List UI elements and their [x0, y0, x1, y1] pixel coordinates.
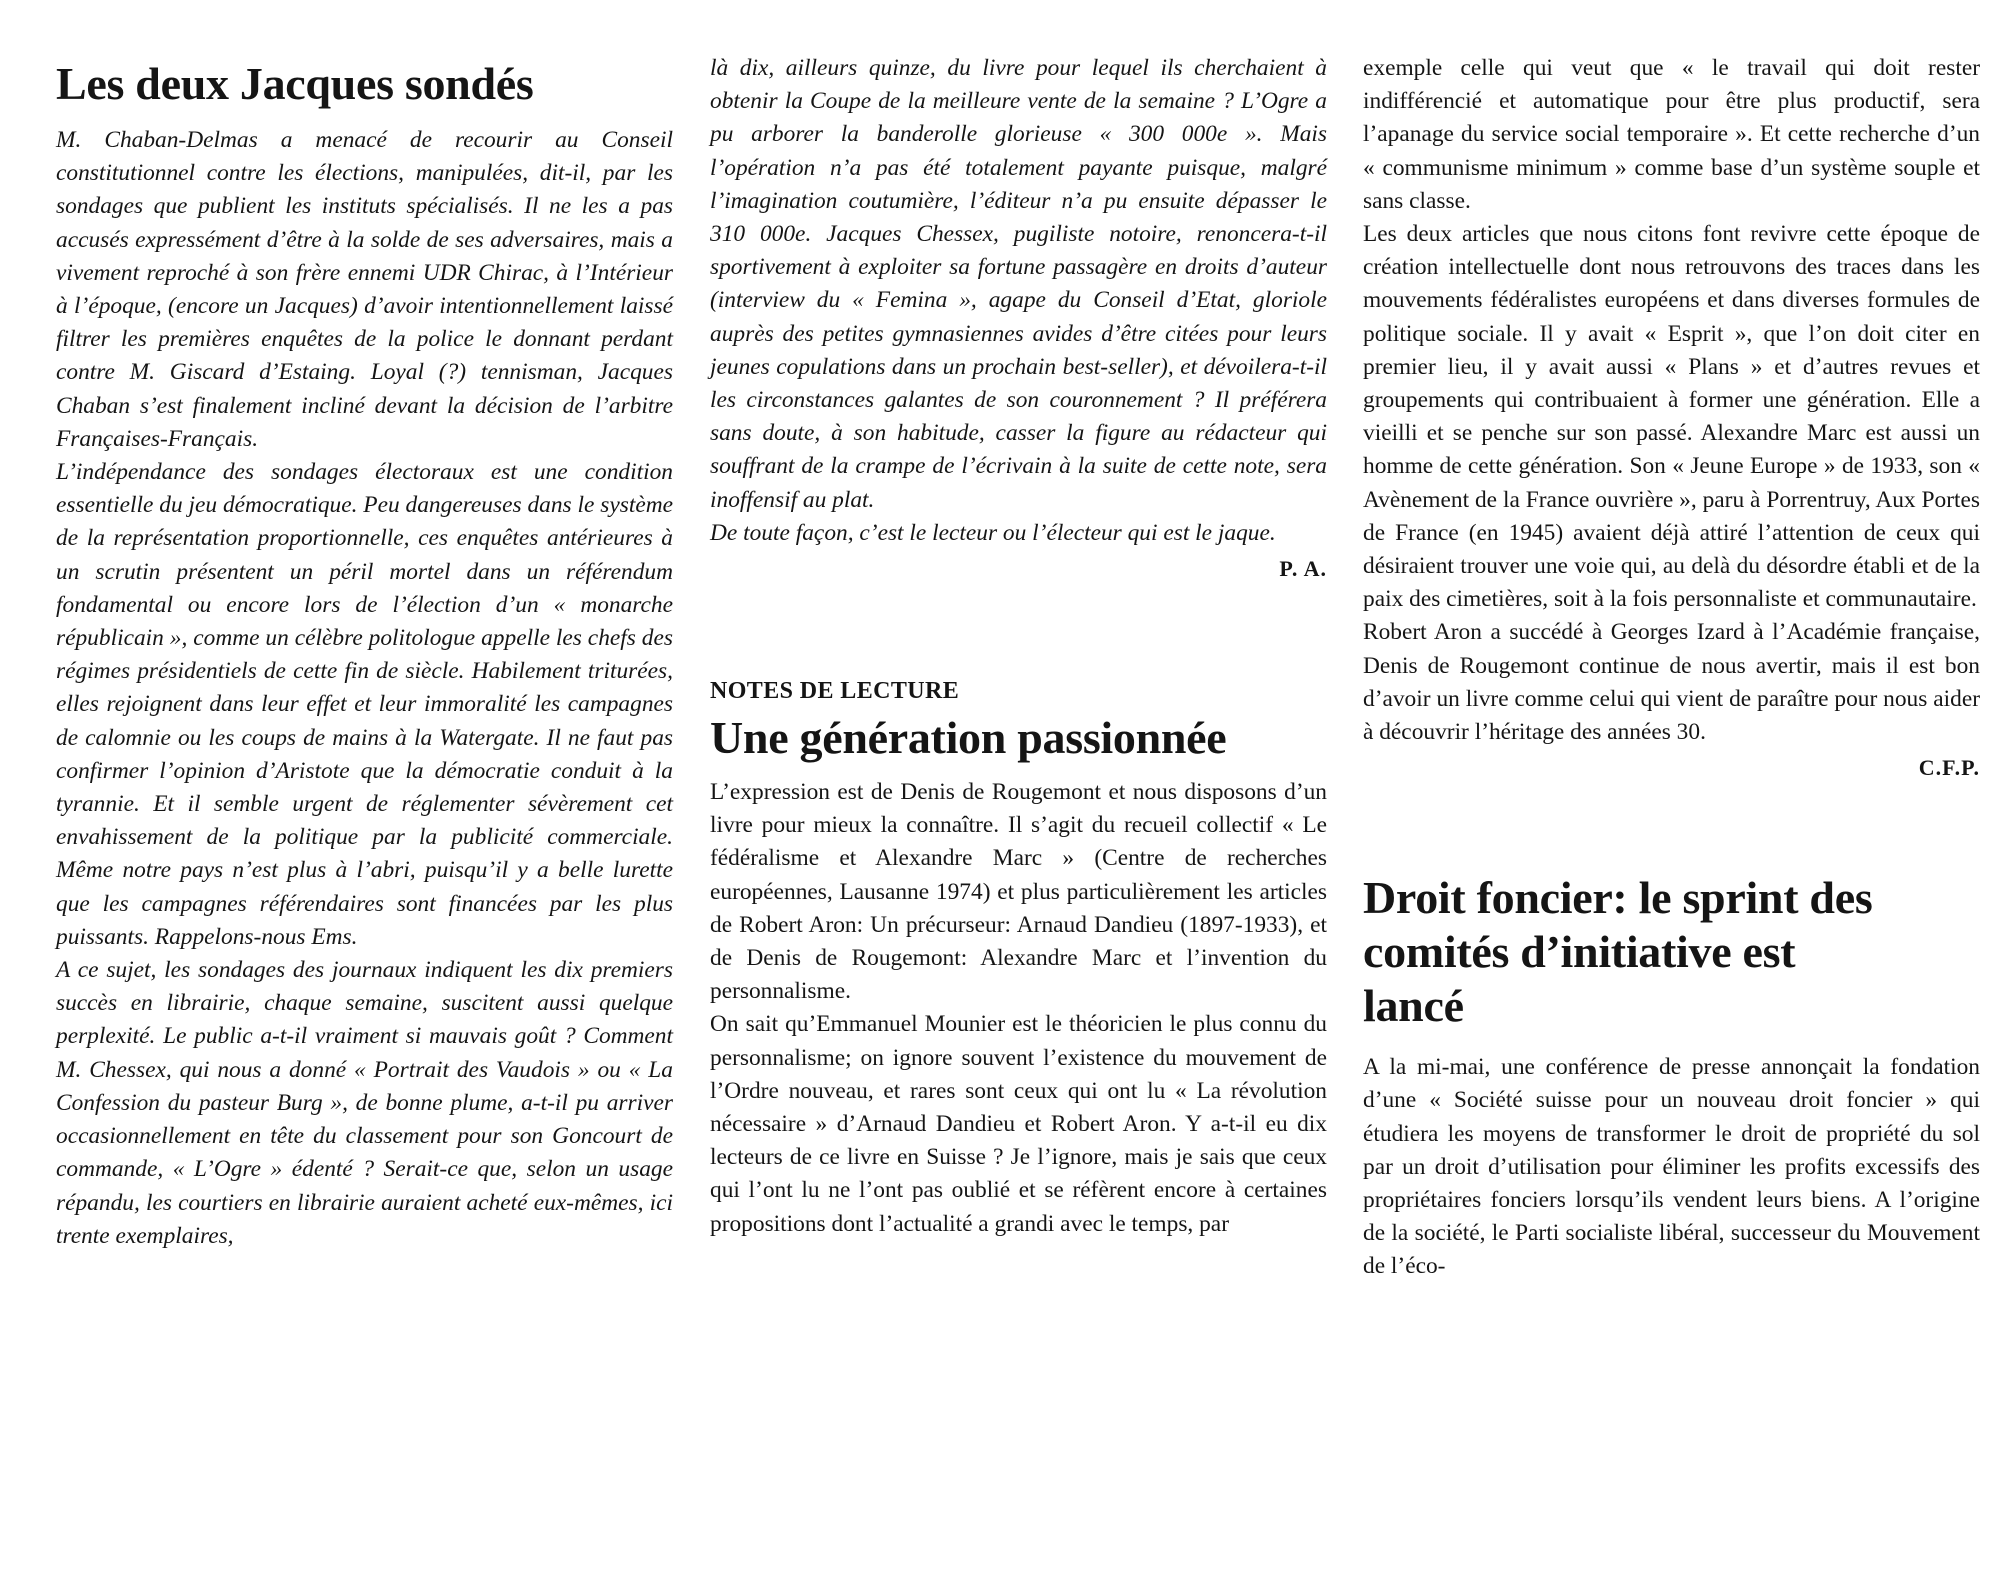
article-title-generation: Une génération passionnée: [710, 712, 1227, 764]
article-paragraph: On sait qu’Emmanuel Mounier est le théoricien le plus connu du personnalisme; on ignore souvent l’existence du mouvement de l’Ordre nouveau, et rares sont ceux qui ont lu « La révolution nécessaire » d’Arnaud Dandieu et Robert Aron. Y a-t-il eu dix lecteurs de ce livre en Suisse ? Je l’ignore, mais je sais que ceux qui l’ont lu ne l’ont pas oublié et se réfèrent encore à certaines propositions dont l’actualité a grandi avec le temps, par: [710, 1011, 1327, 1237]
article-paragraph: exemple celle qui veut que « le travail qui doit rester indifférencié et automatique pour être plus productif, sera l’apanage du service social temporaire ». Et cette recherche d’un « communisme minimum » comme base d’un système souple et sans classe.: [1363, 55, 1980, 214]
column-middle: [710, 52, 1327, 1241]
column-left: [56, 52, 673, 1253]
article-paragraph: De toute façon, c’est le lecteur ou l’électeur qui est le jaque.: [710, 519, 1276, 546]
article-paragraph: L’indépendance des sondages électoraux est une condition essentielle du jeu démocratique. Peu dangereuses dans le système de la représentation proportionnelle, ces enquêtes antérieures à un scrutin présentent un péril mortel dans un référendum fondamental ou encore lors de l’élection d’un « monarche républicain », comme un célèbre politologue appelle les chefs des régimes présidentiels de cette fin de siècle. Habilement triturées, elles rejoignent dans leur effet et leur immoralité les campagnes de calomnie ou les coups de mains à la Watergate. Il ne faut pas confirmer l’opinion d’Aristote que la démocratie conduit à la tyrannie. Et il semble urgent de réglementer sévèrement cet envahissement de la politique par la publicité commerciale. Même notre pays n’est plus à l’abri, puisqu’il y a belle lurette que les campagnes référendaires sont financées par les plus puissants. Rappelons-nous Ems.: [56, 459, 673, 950]
article-paragraph: A la mi-mai, une conférence de presse annonçait la fondation d’une « Société suisse pour un nouveau droit foncier » qui étudiera les moyens de transformer le droit de propriété du sol par un droit d’utilisation pour éliminer les profits excessifs des propriétaires fonciers lorsqu’ils vendent leurs biens. A l’origine de la société, le Parti socialiste libéral, successeur du Mouvement de l’éco-: [1363, 1054, 1980, 1280]
article-signature-pa: P. A.: [1279, 556, 1327, 582]
article-paragraph: L’expression est de Denis de Rougemont et nous disposons d’un livre pour mieux la connaître. Il s’agit du recueil collectif « Le fédéralisme et Alexandre Marc » (Centre de recherches européennes, Lausanne 1974) et plus particulièrement les articles de Robert Aron: Un précurseur: Arnaud Dandieu (1897-1933), et de Denis de Rougemont: Alexandre Marc et l’invention du personnalisme.: [710, 779, 1327, 1005]
article-paragraph: M. Chaban-Delmas a menacé de recourir au Conseil constitutionnel contre les élections, manipulées, dit-il, par les sondages que publient les instituts spécialisés. Il ne les a pas accusés expressément d’être à la solde de ses adversaires, mais a vivement reproché à son frère ennemi UDR Chirac, à l’Intérieur à l’époque, (encore un Jacques) d’avoir intentionnellement laissé filtrer les premières enquêtes de la police le donnant perdant contre M. Giscard d’Estaing. Loyal (?) tennisman, Jacques Chaban s’est finalement incliné devant la décision de l’arbitre Françaises-Français.: [56, 127, 673, 452]
section-kicker: NOTES DE LECTURE: [710, 678, 960, 705]
article-title-droit-foncier: Droit foncier: le sprint des comités d’initiative est lancé: [1363, 872, 1873, 1032]
article-paragraph: Robert Aron a succédé à Georges Izard à l’Académie française, Denis de Rougemont continue de nous avertir, mais il est bon d’avoir un livre comme celui qui vient de paraître pour nous aider à découvrir l’héritage des années 30.: [1363, 619, 1980, 746]
article-signature-cfp: C.F.P.: [1918, 755, 1980, 781]
article-paragraph: A ce sujet, les sondages des journaux indiquent les dix premiers succès en librairie, chaque semaine, suscitent aussi quelque perplexité. Le public a-t-il vraiment si mauvais goût ? Comment M. Chessex, qui nous a donné « Portrait des Vaudois » ou « La Confession du pasteur Burg », de bonne plume, a-t-il pu arriver occasionnellement en tête du classement pour son Goncourt de commande, « L’Ogre » édenté ? Serait-ce que, selon un usage répandu, les courtiers en librairie auraient acheté eux-mêmes, ici trente exemplaires,: [56, 957, 673, 1249]
article-paragraph: là dix, ailleurs quinze, du livre pour lequel ils cherchaient à obtenir la Coupe de la meilleure vente de la semaine ? L’Ogre a pu arborer la banderolle glorieuse « 300 000e ». Mais l’opération n’a pas été totalement payante puisque, malgré l’imagination coutumière, l’éditeur n’a pu ensuite dépasser le 310 000e. Jacques Chessex, pugiliste notoire, renoncera-t-il sportivement à exploiter sa fortune passagère en droits d’auteur (interview du « Femina », agape du Conseil d’Etat, gloriole auprès des petites gymnasiennes avides d’être citées pour leurs jeunes copulations dans un prochain best-seller), et dévoilera-t-il les circonstances galantes de son couronnement ? Il préférera sans doute, à son habitude, casser la figure au rédacteur qui souffrant de la crampe de l’écrivain à la suite de cette note, sera inoffensif au plat.: [710, 55, 1327, 513]
column-right: [1363, 52, 1980, 1284]
article-title-sondages: Les deux Jacques sondés: [56, 58, 534, 109]
article-paragraph: Les deux articles que nous citons font revivre cette époque de création intellectuelle dont nous retrouvons des traces dans les mouvements fédéralistes européens et dans diverses formules de politique sociale. Il y avait « Esprit », que l’on doit citer en premier lieu, il y avait aussi « Plans » et d’autres revues et groupements qui contribuaient à former une génération. Elle a vieilli et se penche sur son passé. Alexandre Marc est aussi un homme de cette génération. Son « Jeune Europe » de 1933, son « Avènement de la France ouvrière », paru à Porrentruy, Aux Portes de France (en 1945) avaient déjà attiré l’attention de ceux qui désiraient trouver une voie qui, au delà du désordre établi et de la paix des cimetières, soit à la fois personnaliste et communautaire.: [1363, 221, 1980, 613]
